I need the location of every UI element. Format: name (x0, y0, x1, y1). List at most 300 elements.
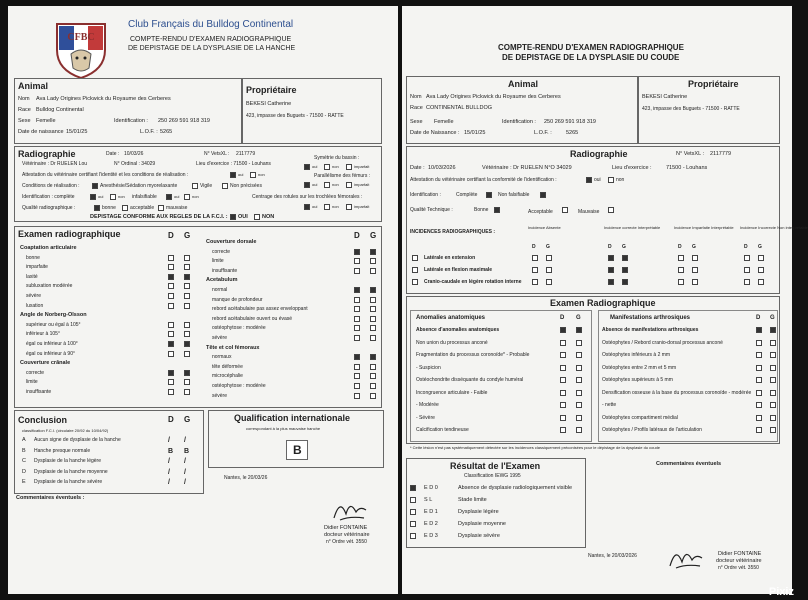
exam-item-label: correcte (212, 248, 231, 255)
exam-g-checkbox[interactable] (370, 373, 376, 379)
exam-g-checkbox[interactable] (576, 377, 582, 383)
quality-acceptable-label: acceptable (130, 205, 155, 211)
incidence-g-checkbox[interactable] (622, 255, 628, 261)
ident-complete-oui-checkbox[interactable] (90, 194, 96, 200)
exam-g-checkbox[interactable] (184, 293, 190, 299)
conclusion-d-value: B (168, 447, 174, 455)
elbow-report-sheet (402, 6, 808, 594)
vet-location: Lieu d'exercice : 71500 - Louhans (196, 161, 271, 167)
result-key: E D 2 (424, 521, 438, 527)
exam-item-label: supérieur ou égal à 105° (26, 321, 81, 328)
incidence-row-checkbox[interactable] (412, 255, 418, 261)
date-label: Date : (410, 165, 425, 171)
falsifiable-label: Non falsifiable (498, 192, 530, 198)
exam-g-checkbox[interactable] (770, 365, 776, 371)
exam-item-label: sévère (212, 392, 228, 399)
fci-non-checkbox[interactable] (254, 214, 260, 220)
incidence-d-checkbox[interactable] (608, 255, 614, 261)
vet-name: Vétérinaire : Dr RUELEN Lou (22, 161, 88, 167)
exam-g-checkbox[interactable] (370, 297, 376, 303)
name-label: Nom (410, 94, 422, 100)
signatory-order: n° Ordre vét. 3550 (718, 565, 759, 571)
exam-g-checkbox[interactable] (770, 377, 776, 383)
attestation-non-checkbox[interactable] (250, 172, 256, 178)
radiography-heading: Radiographie (18, 149, 76, 159)
exam-d-checkbox[interactable] (354, 325, 360, 331)
incidence-column-header: Incidence Absente (528, 225, 561, 230)
conclusion-d-header: D (168, 415, 174, 424)
quality-bonne-checkbox[interactable] (494, 207, 500, 213)
conclusion-g-value: / (184, 479, 186, 486)
result-label: Dysplasie légère (458, 509, 499, 515)
exam-g-checkbox[interactable] (576, 402, 582, 408)
conclusion-grade-label: Hanche presque normale (34, 447, 91, 454)
attestation-non-label: non (258, 172, 265, 177)
race-label: Race (18, 107, 31, 113)
incidence-d-checkbox[interactable] (744, 279, 750, 285)
exam-g-checkbox[interactable] (770, 415, 776, 421)
exam-d-checkbox[interactable] (560, 377, 566, 383)
exam-d-checkbox[interactable] (560, 390, 566, 396)
ident-complete-non-checkbox[interactable] (110, 194, 116, 200)
exam-d-checkbox[interactable] (560, 415, 566, 421)
exam-g-checkbox[interactable] (770, 327, 776, 333)
quality-acceptable-checkbox[interactable] (122, 205, 128, 211)
sex-value: Femelle (434, 119, 454, 125)
exam-d-checkbox[interactable] (168, 370, 174, 376)
exam-g-checkbox[interactable] (576, 427, 582, 433)
exam-group-label: Angle de Norberg-Olsson (20, 312, 87, 319)
qualification-subtitle: correspondant à la plus mauvaise hanche (246, 426, 321, 431)
parallelism-imparfait-checkbox[interactable] (346, 182, 352, 188)
conclusion-grade-key: B (22, 447, 26, 454)
radiography-heading: Radiographie (570, 149, 628, 159)
infalsifiable-oui-checkbox[interactable] (166, 194, 172, 200)
exam-g-checkbox[interactable] (370, 364, 376, 370)
incidence-row-checkbox[interactable] (412, 279, 418, 285)
exam-d-checkbox[interactable] (560, 365, 566, 371)
conclusion-grade-key: A (22, 437, 26, 443)
exam-d-checkbox[interactable] (168, 322, 174, 328)
centrage-imparfait-label: imparfait (354, 204, 370, 209)
incidence-d-checkbox[interactable] (744, 267, 750, 273)
exam-d-checkbox[interactable] (354, 287, 360, 293)
exam-g-checkbox[interactable] (184, 370, 190, 376)
symmetry-label: Symétrie du bassin : (314, 155, 360, 161)
cond-vigile-checkbox[interactable] (192, 183, 198, 189)
exam-g-checkbox[interactable] (770, 390, 776, 396)
doc-title-2: DE DEPISTAGE DE LA DYSPLASIE DU COUDE (502, 53, 680, 62)
result-checkbox[interactable] (410, 497, 416, 503)
exam-d-checkbox[interactable] (354, 335, 360, 341)
falsifiable-checkbox[interactable] (540, 192, 546, 198)
exam-g-checkbox[interactable] (184, 389, 190, 395)
symmetry-oui-label: oui (312, 164, 318, 169)
exam-g-checkbox[interactable] (370, 325, 376, 331)
exam-item-label: Densification osseuse à la base du processus coronoïde - modérée (602, 389, 752, 396)
exam-g-checkbox[interactable] (370, 268, 376, 274)
symmetry-imparfait-label: imparfait (354, 164, 370, 169)
incidence-row-checkbox[interactable] (412, 267, 418, 273)
lof-value: 5265 (566, 130, 579, 136)
exam-d-checkbox[interactable] (168, 274, 174, 280)
incidence-column-header: Incidence Imparfaite Interprétable (674, 225, 734, 230)
quality-mauvaise-checkbox[interactable] (158, 205, 164, 211)
exam-d-checkbox[interactable] (756, 352, 762, 358)
exam-g-checkbox[interactable] (576, 365, 582, 371)
exam-item-label: égal ou inférieur à 100° (26, 341, 78, 347)
parallelism-non-checkbox[interactable] (324, 182, 330, 188)
ident-label: Identification : (502, 119, 536, 125)
fci-oui-label: OUI (238, 214, 248, 220)
cond-nonprecise-checkbox[interactable] (222, 183, 228, 189)
date-label: Date : (106, 151, 120, 157)
exam-item-label: subluxation modérée (26, 283, 73, 290)
exam-g-checkbox[interactable] (184, 283, 190, 289)
exam-item-label: Fragmentation du processus coronoïde* - Probable (416, 352, 530, 358)
exam-group-label: Acetabulum (206, 277, 238, 284)
incidences-heading: INCIDENCES RADIOGRAPHIQUES : (410, 229, 496, 235)
race-value: CONTINENTAL BULLDOG (426, 105, 493, 111)
exam-g-checkbox[interactable] (370, 249, 376, 255)
exam-item-label: sévère (26, 293, 42, 299)
exam-d-checkbox[interactable] (756, 402, 762, 408)
vet-location-label: Lieu d'exercice : (612, 165, 652, 171)
conclusion-d-value: / (168, 479, 170, 486)
exam-d-checkbox[interactable] (354, 364, 360, 370)
exam-g-checkbox[interactable] (370, 335, 376, 341)
conclusion-d-value: / (168, 437, 170, 444)
exam-item-label: - Suspicion (416, 364, 441, 371)
signatory-name: Didier FONTAINE (324, 525, 368, 531)
owner-heading: Propriétaire (688, 79, 739, 89)
qualification-heading: Qualification internationale (234, 413, 351, 423)
exam-item-label: - Modérée (416, 402, 439, 408)
exam-g-checkbox[interactable] (184, 322, 190, 328)
exam-group-label: Tête et col fémoraux (206, 344, 260, 351)
incidence-g-checkbox[interactable] (546, 279, 552, 285)
birth-value: 15/01/25 (66, 129, 88, 135)
owner-heading: Propriétaire (246, 85, 297, 95)
quality-acceptable-label: Acceptable (528, 209, 553, 215)
incidence-g-checkbox[interactable] (692, 255, 698, 261)
signatory-order: n° Ordre vét. 3550 (326, 539, 367, 545)
exam-g-checkbox[interactable] (770, 340, 776, 346)
signature-icon (666, 544, 706, 572)
exam-d-checkbox[interactable] (756, 390, 762, 396)
exam-d-checkbox[interactable] (168, 264, 174, 270)
incidence-row-label: Cranio-caudale en légère rotation interne (424, 279, 522, 285)
exam-g-checkbox[interactable] (576, 327, 582, 333)
exam-item-label: Ostéophytes inférieurs à 2 mm (602, 352, 671, 358)
exam-g-checkbox[interactable] (184, 379, 190, 385)
exam-d-checkbox[interactable] (354, 393, 360, 399)
exam-col1-g-header: G (184, 231, 191, 240)
ident-value: 250 269 591 918 319 (158, 118, 210, 124)
incidence-g-header: G (692, 244, 696, 250)
hip-report-sheet (8, 6, 398, 594)
result-label: Dysplasie sévère (458, 533, 500, 539)
exam-g-checkbox[interactable] (184, 274, 190, 280)
exam-d-checkbox[interactable] (756, 415, 762, 421)
result-label: Dysplasie moyenne (458, 521, 506, 527)
qualification-grade: B (293, 443, 302, 457)
quality-mauvaise-checkbox[interactable] (608, 207, 614, 213)
exam-d-checkbox[interactable] (560, 327, 566, 333)
exam-item-label: Incongruence articulaire - Faible (416, 389, 488, 396)
parallelism-imparfait-label: imparfait (354, 182, 370, 187)
conclusion-grade-label: Dysplasie de la hanche sévère (34, 479, 103, 485)
incidence-g-checkbox[interactable] (546, 255, 552, 261)
incidence-g-checkbox[interactable] (758, 255, 764, 261)
exam-item-label: Ostéophytes entre 2 mm et 5 mm (602, 364, 677, 371)
signatory-title: docteur vétérinaire (716, 558, 762, 564)
exam-g-checkbox[interactable] (184, 351, 190, 357)
incidence-column-header: Incidence Incorrecte Non interprétable (740, 225, 808, 230)
symmetry-oui-checkbox[interactable] (304, 164, 310, 170)
conclusion-g-value: / (184, 458, 186, 465)
radio-date: 10/03/2026 (428, 165, 456, 171)
ident-label: Identification : (114, 118, 148, 124)
incidence-d-checkbox[interactable] (678, 255, 684, 261)
incidence-d-checkbox[interactable] (608, 279, 614, 285)
symmetry-non-checkbox[interactable] (324, 164, 330, 170)
result-checkbox[interactable] (410, 509, 416, 515)
exam-item-label: correcte (26, 369, 45, 376)
result-key: E D 0 (424, 485, 438, 491)
complete-checkbox[interactable] (486, 192, 492, 198)
incidence-g-checkbox[interactable] (692, 279, 698, 285)
conclusion-grade-label: Dysplasie de la hanche moyenne (34, 468, 108, 475)
exam-item-label: insuffisante (26, 389, 52, 395)
vet-name: Vétérinaire : Dr RUELEN N°O 34029 (482, 165, 572, 171)
exam-d-checkbox[interactable] (168, 255, 174, 261)
centrage-oui-checkbox[interactable] (304, 204, 310, 210)
signature-icon (330, 496, 370, 524)
conclusion-d-value: / (168, 468, 170, 476)
birth-label: Date de Naissance : (410, 130, 460, 136)
fci-oui-checkbox[interactable] (230, 214, 236, 220)
conclusion-heading: Conclusion (18, 415, 67, 425)
owner-address: 423, impasse des Buguets - 71500 - RATTE (246, 113, 344, 119)
exam-g-checkbox[interactable] (370, 393, 376, 399)
attestation-oui-checkbox[interactable] (586, 177, 592, 183)
incidence-g-checkbox[interactable] (622, 279, 628, 285)
result-subtitle: Classification IEWG 1995 (464, 473, 521, 479)
exam-d-checkbox[interactable] (168, 379, 174, 385)
centrage-label: Centrage des rotules sur les trochlées fémorales : (252, 194, 363, 200)
incidence-d-checkbox[interactable] (532, 255, 538, 261)
exam-d-checkbox[interactable] (560, 340, 566, 346)
result-key: E D 3 (424, 533, 438, 539)
exam-g-checkbox[interactable] (370, 383, 376, 389)
exam-d-checkbox[interactable] (354, 373, 360, 379)
exam-item-label: Ostéophytes supérieurs à 5 mm (602, 377, 673, 383)
signatory-title: docteur vétérinaire (324, 532, 370, 538)
exam-d-checkbox[interactable] (756, 377, 762, 383)
org-name: Club Français du Bulldog Continental (128, 19, 294, 30)
signatory-name: Didier FONTAINE (718, 551, 762, 557)
quality-label: Qualité Technique : (410, 207, 453, 213)
conclusion-grade-label: Aucun signe de dysplasie de la hanche (34, 437, 121, 443)
exam-item-label: Non union du processus anconé (416, 339, 488, 346)
exam-g-checkbox[interactable] (576, 415, 582, 421)
exam-d-checkbox[interactable] (354, 268, 360, 274)
exam-item-label: ostéophytose : modérée (212, 383, 266, 389)
exam-g-checkbox[interactable] (770, 352, 776, 358)
incidence-g-checkbox[interactable] (758, 267, 764, 273)
exam-d-checkbox[interactable] (560, 402, 566, 408)
parallelism-non-label: non (332, 182, 339, 187)
exam-col2-d-header: D (354, 231, 360, 240)
exam-g-checkbox[interactable] (576, 340, 582, 346)
ident-value: 250 269 591 918 319 (544, 119, 596, 125)
exam-col2-g-header: G (370, 231, 377, 240)
arthrosis-heading: Manifestations arthrosiques (610, 315, 691, 321)
exam-item-label: sévère (212, 335, 228, 341)
exam-g-checkbox[interactable] (184, 341, 190, 347)
incidence-g-checkbox[interactable] (622, 267, 628, 273)
result-label: Stade limite (458, 497, 487, 503)
exam-g-checkbox[interactable] (370, 287, 376, 293)
exam-item-label: limite (26, 379, 38, 386)
exam-g-checkbox[interactable] (370, 316, 376, 322)
exam-d-checkbox[interactable] (354, 316, 360, 322)
incidence-d-header: D (532, 244, 536, 250)
exam-item-label: Ostéophytes compartiment médial (602, 414, 678, 421)
vetsxl-label: N° VetsXL : (204, 151, 230, 157)
exam-g-checkbox[interactable] (184, 255, 190, 261)
infalsifiable-non-checkbox[interactable] (184, 194, 190, 200)
exam-d-checkbox[interactable] (756, 365, 762, 371)
incidence-g-checkbox[interactable] (758, 279, 764, 285)
comments-label: Commentaires éventuels : (16, 495, 85, 501)
owner-address: 423, impasse des Buguets - 71500 - RATTE (642, 106, 740, 112)
symmetry-imparfait-checkbox[interactable] (346, 164, 352, 170)
exam-d-checkbox[interactable] (354, 258, 360, 264)
exam-d-checkbox[interactable] (168, 303, 174, 309)
centrage-imparfait-checkbox[interactable] (346, 204, 352, 210)
exam-d-checkbox[interactable] (756, 327, 762, 333)
exam-heading: Examen Radiographique (550, 298, 656, 308)
exam-d-checkbox[interactable] (354, 297, 360, 303)
exam-group-label: Couverture dorsale (206, 239, 257, 245)
exam-item-label: insuffisante (212, 267, 238, 274)
incidence-d-header: D (678, 244, 682, 250)
identification-label: Identification : complète (22, 194, 75, 200)
result-checkbox[interactable] (410, 521, 416, 527)
exam-d-checkbox[interactable] (756, 340, 762, 346)
conclusion-grade-label: Dysplasie de la hanche légère (34, 458, 101, 464)
exam-g-checkbox[interactable] (184, 303, 190, 309)
conclusion-g-value: B (184, 447, 190, 455)
exam-g-checkbox[interactable] (370, 258, 376, 264)
exam-item-label: rebord acétabulaire ouvert ou évasé (212, 315, 293, 322)
result-key: S L (424, 497, 433, 503)
exam-item-label: normal (212, 287, 228, 293)
anom-d-header: D (560, 315, 565, 321)
exam-d-checkbox[interactable] (168, 351, 174, 357)
conclusion-grade-key: C (22, 458, 26, 464)
exam-d-checkbox[interactable] (354, 306, 360, 312)
exam-item-label: manque de profondeur (212, 296, 263, 303)
incidence-g-checkbox[interactable] (692, 267, 698, 273)
quality-acceptable-checkbox[interactable] (562, 207, 568, 213)
exam-d-checkbox[interactable] (168, 331, 174, 337)
incidence-d-checkbox[interactable] (678, 267, 684, 273)
exam-d-checkbox[interactable] (354, 383, 360, 389)
exam-group-label: Couverture crânale (20, 360, 71, 367)
exam-d-checkbox[interactable] (168, 293, 174, 299)
exam-d-checkbox[interactable] (168, 389, 174, 395)
exam-g-checkbox[interactable] (576, 390, 582, 396)
quality-label: Qualité radiographique : (22, 205, 76, 211)
quality-bonne-checkbox[interactable] (94, 205, 100, 211)
exam-group-label: Coaptation articulaire (20, 245, 77, 251)
exam-g-checkbox[interactable] (184, 264, 190, 270)
quality-bonne-label: Bonne (474, 207, 489, 213)
attestation-oui-checkbox[interactable] (230, 172, 236, 178)
parallelism-oui-checkbox[interactable] (304, 182, 310, 188)
exam-item-label: luxation (26, 302, 44, 309)
conditions-label: Conditions de réalisation : (22, 183, 80, 189)
exam-col1-d-header: D (168, 231, 174, 240)
exam-d-checkbox[interactable] (168, 283, 174, 289)
result-checkbox[interactable] (410, 485, 416, 491)
cond-anesthesia-checkbox[interactable] (92, 183, 98, 189)
incidence-d-checkbox[interactable] (744, 255, 750, 261)
exam-g-checkbox[interactable] (770, 427, 776, 433)
centrage-non-checkbox[interactable] (324, 204, 330, 210)
vet-location: 71500 - Louhans (666, 165, 708, 171)
exam-g-checkbox[interactable] (370, 306, 376, 312)
lof-label: L.O.F. : (534, 130, 552, 136)
exam-item-label: Absence de manifestations arthrosiques (602, 327, 699, 333)
conclusion-subtitle: classification F.C.I. (circulaire 20/92 du 10/04/92) (22, 428, 109, 433)
result-label: Absence de dysplasie radiologiquement visible (458, 485, 573, 491)
exam-g-checkbox[interactable] (770, 402, 776, 408)
incidence-d-checkbox[interactable] (532, 279, 538, 285)
incidence-g-checkbox[interactable] (546, 267, 552, 273)
attestation-non-checkbox[interactable] (608, 177, 614, 183)
exam-d-checkbox[interactable] (560, 427, 566, 433)
exam-item-label: Calcification tendineuse (416, 427, 469, 433)
result-checkbox[interactable] (410, 533, 416, 539)
exam-d-checkbox[interactable] (168, 341, 174, 347)
parallelism-label: Parallélisme des fémurs : (314, 173, 371, 179)
centrage-non-label: non (332, 204, 339, 209)
incidence-d-checkbox[interactable] (608, 267, 614, 273)
incidence-g-header: G (546, 244, 550, 250)
incidence-d-checkbox[interactable] (532, 267, 538, 273)
incidence-row-label: Latérale en flexion maximale (424, 267, 493, 273)
name-label: Nom (18, 96, 30, 102)
exam-d-checkbox[interactable] (354, 354, 360, 360)
exam-g-checkbox[interactable] (184, 331, 190, 337)
doc-title-1: COMPTE-RENDU D'EXAMEN RADIOGRAPHIQUE (130, 36, 292, 43)
incidence-d-checkbox[interactable] (678, 279, 684, 285)
exam-item-label: microcéphalie (212, 373, 243, 380)
exam-d-checkbox[interactable] (756, 427, 762, 433)
fci-conform-label: DEPISTAGE CONFORME AUX REGLES DE LA F.C.I. : (90, 214, 228, 220)
vetsxl-value: 2117779 (236, 151, 256, 157)
exam-item-label: inférieur à 105° (26, 331, 60, 338)
exam-g-checkbox[interactable] (576, 352, 582, 358)
exam-g-checkbox[interactable] (370, 354, 376, 360)
exam-d-checkbox[interactable] (354, 249, 360, 255)
exam-d-checkbox[interactable] (560, 352, 566, 358)
exam-item-label: Ostéophytes / Profils latéraux de l'articulation (602, 427, 702, 433)
